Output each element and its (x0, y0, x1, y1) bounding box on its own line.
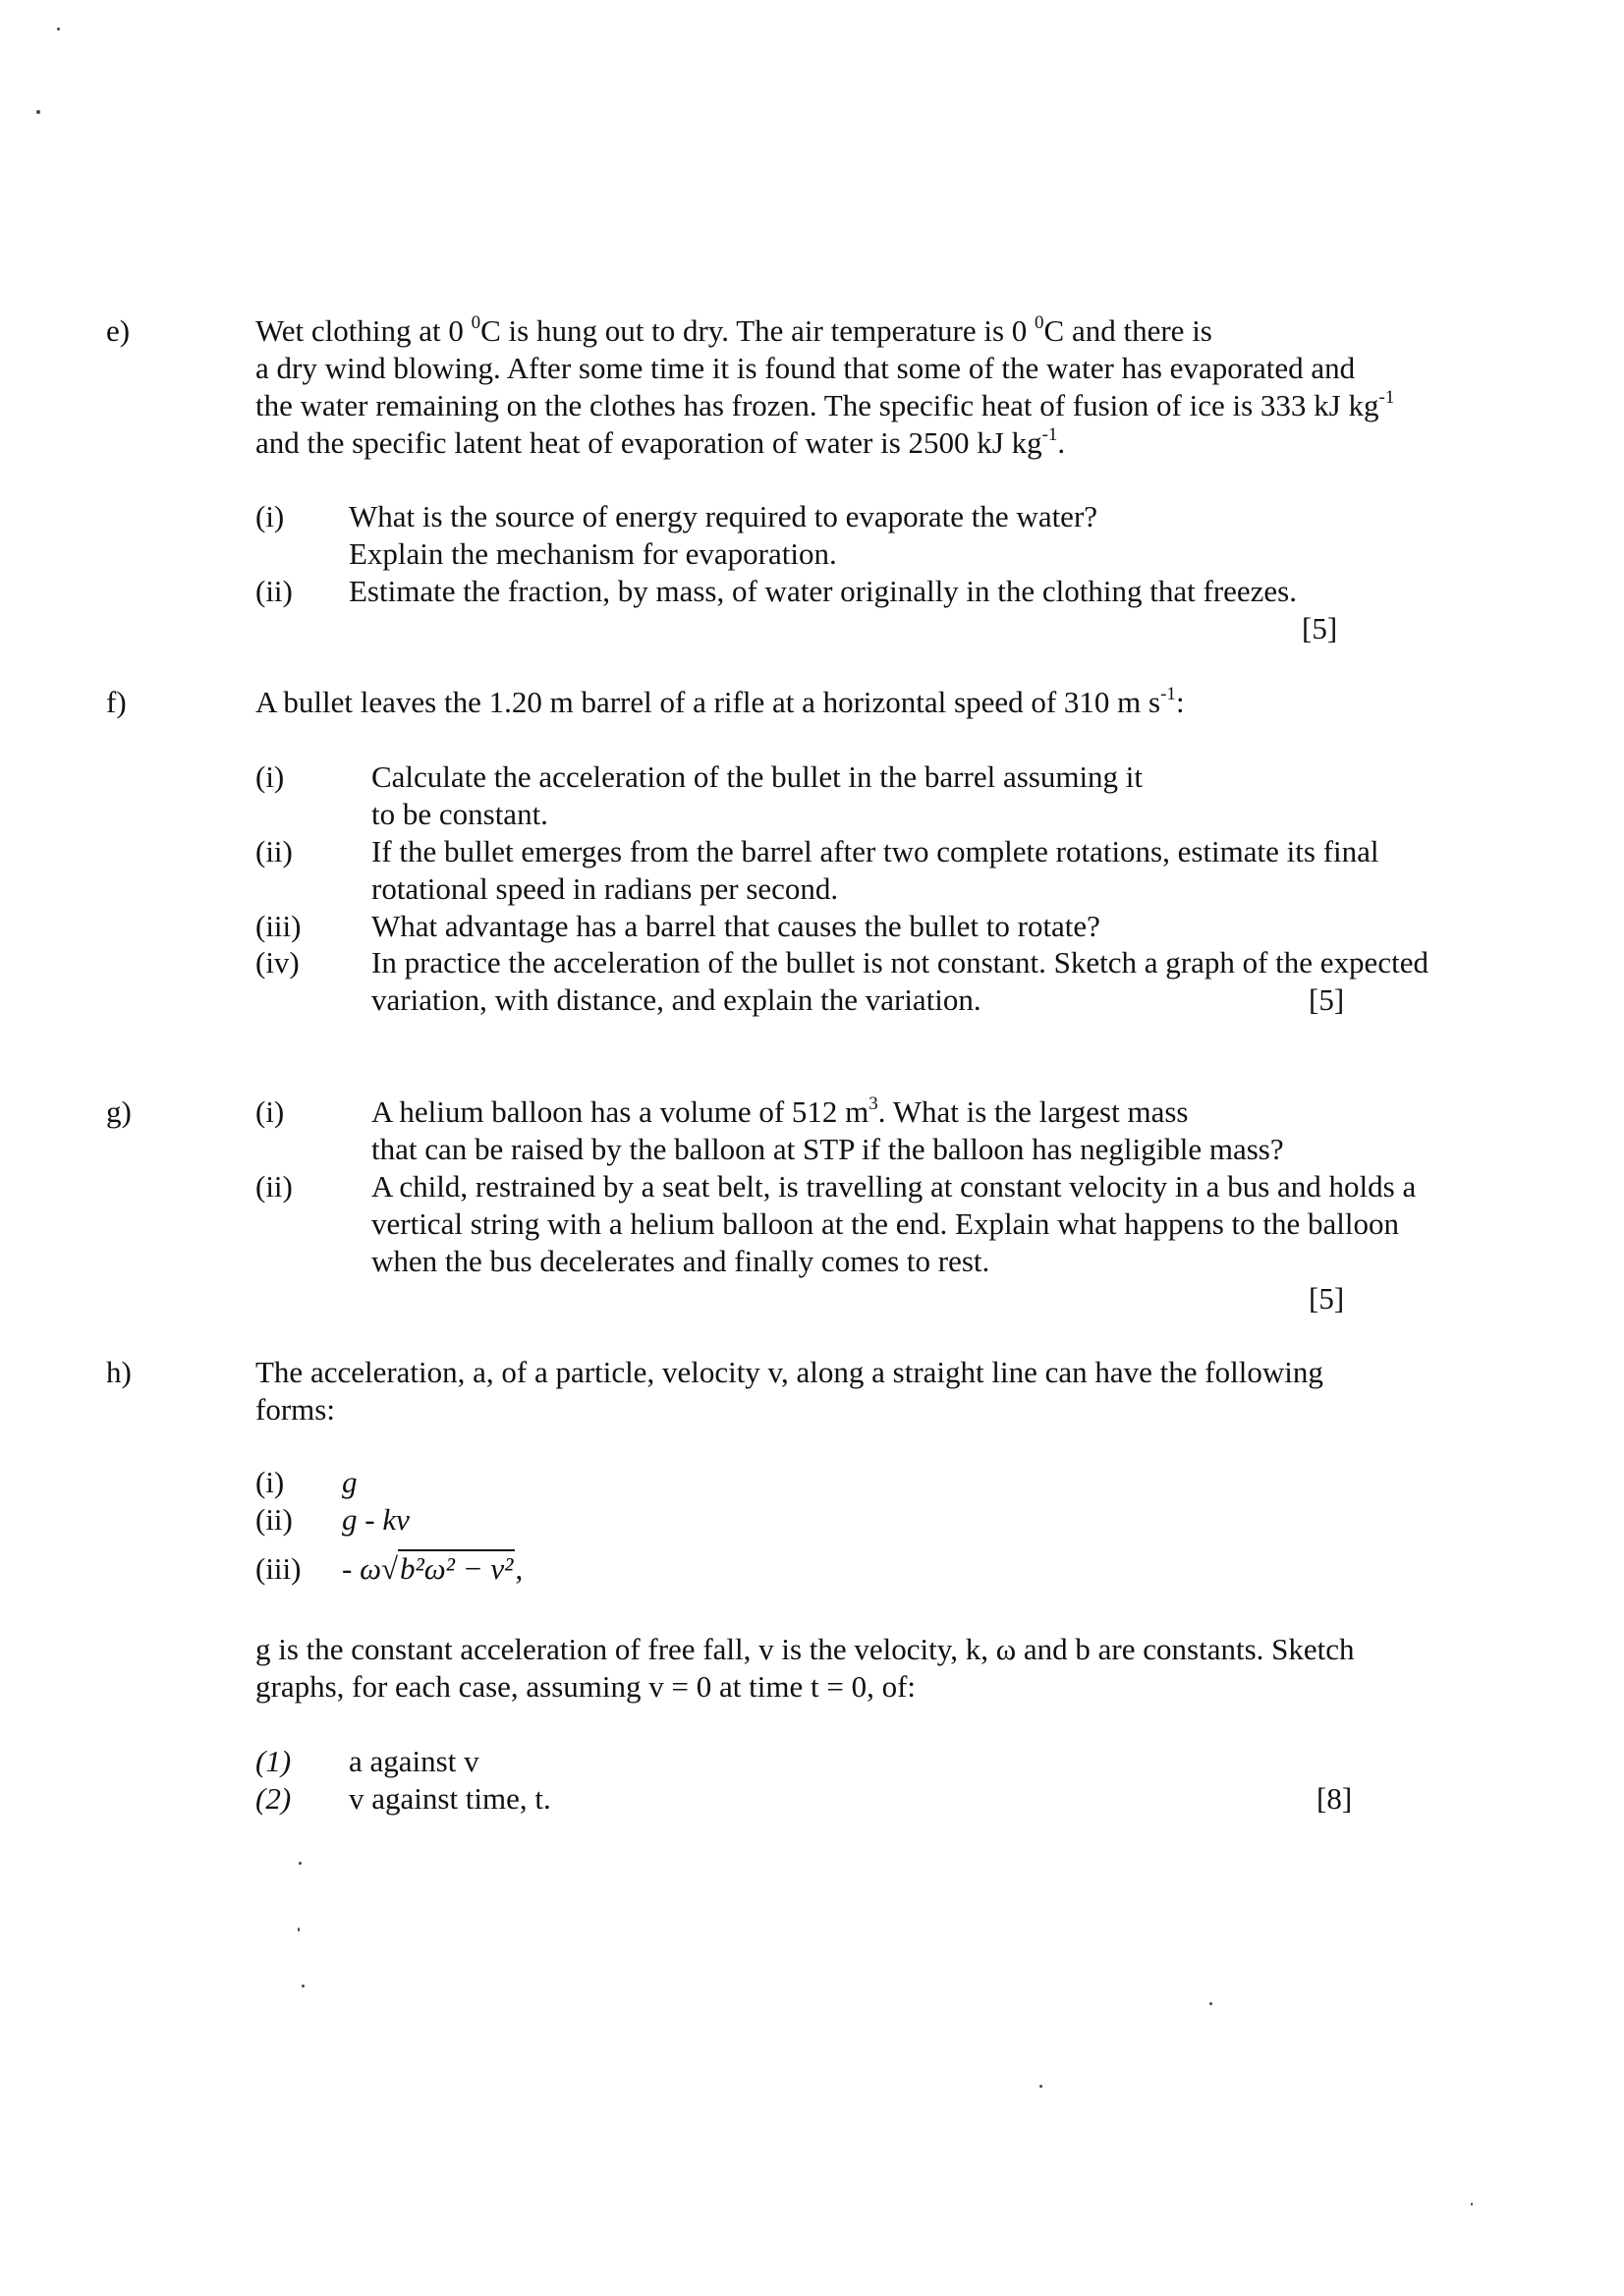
part-f-sub-iv-label: (iv) (255, 945, 300, 980)
part-f-sub-iv-line-2: variation, with distance, and explain the variation. (371, 982, 981, 1017)
text: A helium balloon has a volume of 512 m (371, 1094, 869, 1129)
part-h-item-2: v against time, t. (349, 1781, 551, 1816)
part-f-sub-iv-line-1: In practice the acceleration of the bullet is not constant. Sketch a graph of the expected (371, 945, 1428, 980)
part-h-item-2-label: (2) (255, 1781, 292, 1816)
text: and the specific latent heat of evaporation of water is 2500 kJ kg (255, 425, 1042, 460)
part-h-marks: [8] (1316, 1781, 1353, 1816)
part-g-sub-ii-line-3: when the bus decelerates and finally comes to rest. (371, 1244, 990, 1278)
unit-sup: 3 (868, 1093, 878, 1114)
scan-speck (1039, 2085, 1042, 2088)
text: the water remaining on the clothes has frozen. The specific heat of fusion of ice is 333 kJ kg (255, 388, 1379, 422)
part-f-sub-ii-label: (ii) (255, 834, 293, 868)
text: , (515, 1551, 524, 1586)
part-g-sub-i-line-2: that can be raised by the balloon at STP if the balloon has negligible mass? (371, 1132, 1284, 1166)
part-f-line-1 (255, 684, 1185, 721)
part-e-marks: [5] (1302, 611, 1338, 645)
part-h-form-i-label: (i) (255, 1465, 285, 1499)
part-e-sub-i-label: (i) (255, 499, 285, 533)
part-h-line-1: The acceleration, a, of a particle, velocity v, along a straight line can have the following (255, 1355, 1323, 1389)
part-e-line-4 (255, 424, 1065, 462)
unit-sup: -1 (1378, 387, 1395, 408)
part-f-sub-i-label: (i) (255, 759, 285, 794)
text: - ω (342, 1551, 381, 1586)
part-e-sub-ii-line-1: Estimate the fraction, by mass, of water originally in the clothing that freezes. (349, 574, 1297, 608)
part-g-sub-ii-label: (ii) (255, 1169, 293, 1204)
part-f-label: f) (106, 685, 127, 719)
part-e-sub-i-line-2: Explain the mechanism for evaporation. (349, 536, 837, 571)
part-g-sub-i-line-1 (371, 1093, 1188, 1131)
part-g-sub-i-label: (i) (255, 1094, 285, 1129)
part-f-sub-ii-line-1: If the bullet emerges from the barrel after two complete rotations, estimate its final (371, 834, 1379, 868)
part-e-line-2: a dry wind blowing. After some time it is found that some of the water has evaporated and (255, 351, 1356, 385)
unit-sup: -1 (1041, 424, 1058, 445)
text: A bullet leaves the 1.20 m barrel of a rifle at a horizontal speed of 310 m s (255, 685, 1161, 719)
sqrt-radicand: b²ω² − v² (399, 1551, 514, 1586)
part-g-marks: [5] (1309, 1281, 1345, 1316)
part-h-form-i: g (342, 1465, 358, 1499)
text: C and there is (1043, 313, 1212, 348)
scan-speck (298, 1928, 300, 1932)
part-h-para-line-2: graphs, for each case, assuming v = 0 at time t = 0, of: (255, 1669, 917, 1704)
part-h-form-ii-label: (ii) (255, 1502, 293, 1537)
scan-speck (1471, 2203, 1473, 2206)
text: : (1175, 685, 1185, 719)
part-h-para-line-1: g is the constant acceleration of free fall, v is the velocity, k, ω and b are constants. Sketch (255, 1632, 1355, 1666)
part-h-item-1-label: (1) (255, 1744, 292, 1778)
part-e-sub-ii-label: (ii) (255, 574, 293, 608)
sqrt-symbol: √ (380, 1551, 398, 1586)
part-h-form-iii-label: (iii) (255, 1551, 302, 1586)
part-h-label: h) (106, 1355, 132, 1389)
part-f-sub-iii-line-1: What advantage has a barrel that causes the bullet to rotate? (371, 909, 1100, 943)
part-e-line-3 (255, 387, 1394, 424)
scan-speck (299, 1862, 302, 1865)
part-e-label: e) (106, 313, 131, 348)
part-h-line-2: forms: (255, 1392, 335, 1427)
part-e-line-1 (255, 312, 1212, 350)
scan-speck (302, 1985, 305, 1988)
text: C is hung out to dry. The air temperature is 0 (480, 313, 1036, 348)
text: . (1057, 425, 1066, 460)
part-h-form-iii (342, 1550, 523, 1588)
degree-sup: 0 (1035, 312, 1044, 333)
text: Wet clothing at 0 (255, 313, 472, 348)
part-g-sub-ii-line-1: A child, restrained by a seat belt, is travelling at constant velocity in a bus and holds a (371, 1169, 1417, 1204)
part-f-sub-iii-label: (iii) (255, 909, 302, 943)
unit-sup: -1 (1160, 684, 1176, 704)
scan-speck (36, 110, 40, 114)
part-h-item-1: a against v (349, 1744, 479, 1778)
part-f-sub-i-line-1: Calculate the acceleration of the bullet in the barrel assuming it (371, 759, 1144, 794)
part-f-sub-ii-line-2: rotational speed in radians per second. (371, 871, 839, 906)
part-g-sub-ii-line-2: vertical string with a helium balloon at the end. Explain what happens to the balloon (371, 1206, 1399, 1241)
part-g-label: g) (106, 1094, 132, 1129)
part-f-marks: [5] (1309, 982, 1345, 1017)
text: . What is the largest mass (877, 1094, 1189, 1129)
scan-speck (1209, 2002, 1212, 2005)
part-f-sub-i-line-2: to be constant. (371, 797, 548, 831)
part-e-sub-i-line-1: What is the source of energy required to evaporate the water? (349, 499, 1098, 533)
scan-speck (57, 28, 60, 30)
part-h-form-ii: g - kv (342, 1502, 410, 1537)
degree-sup: 0 (471, 312, 481, 333)
